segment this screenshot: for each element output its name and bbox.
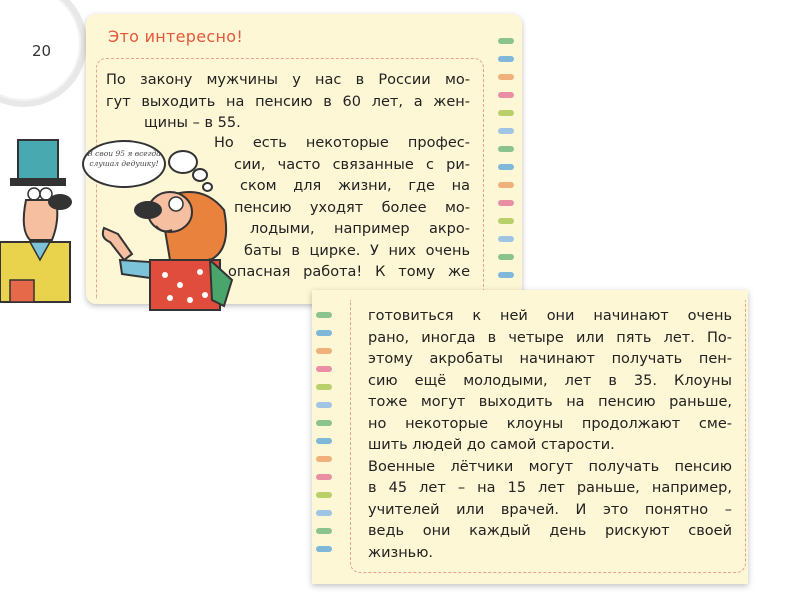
binding-ring [316, 312, 332, 318]
binding-ring [498, 56, 514, 62]
text-line: баты в цирке. У них очень [244, 242, 470, 259]
binding-ring [316, 492, 332, 498]
binding-ring [498, 92, 514, 98]
text-line: учителей или врачей. И это понятно – [368, 501, 732, 518]
binding-ring [498, 218, 514, 224]
text-line: сии, часто связанные с ри- [234, 156, 470, 173]
thought-dot [202, 182, 213, 192]
binding-ring [498, 110, 514, 116]
binding-ring [498, 182, 514, 188]
binding-ring [316, 330, 332, 336]
text-line: шить людей до самой старости. [368, 437, 615, 453]
binding-ring [498, 74, 514, 80]
binding-ring [316, 420, 332, 426]
binding-ring [498, 128, 514, 134]
text-line: но некоторые клоуны продолжают сме- [368, 415, 732, 432]
text-line: щины – в 55. [144, 115, 241, 131]
text-line: готовиться к ней они начинают очень [368, 308, 732, 324]
binding-ring [316, 402, 332, 408]
binding-ring [498, 146, 514, 152]
text-line: гут выходить на пенсию в 60 лет, а жен- [106, 93, 470, 110]
text-line: жизнью. [368, 544, 434, 561]
binding-ring [316, 348, 332, 354]
binding-ring [498, 38, 514, 44]
spiral-binding-right [498, 38, 512, 290]
text-block-continuation [368, 306, 732, 564]
spiral-binding-left [316, 312, 330, 564]
binding-ring [316, 456, 332, 462]
text-line: ведь они каждый день рискуют своей [368, 523, 732, 539]
text-block-intro [106, 70, 470, 135]
binding-ring [316, 384, 332, 390]
text-line: ском для жизни, где на [240, 178, 470, 194]
binding-ring [316, 510, 332, 516]
text-line: сию ещё молодыми, лет в 35. Клоуны [368, 372, 732, 389]
binding-ring [498, 164, 514, 170]
thought-dot [192, 168, 208, 182]
text-line: Но есть некоторые профес- [214, 135, 470, 151]
binding-ring [498, 200, 514, 206]
binding-ring [498, 272, 514, 278]
binding-ring [316, 528, 332, 534]
binding-ring [316, 438, 332, 444]
text-line: в 45 лет – на 15 лет раньше, например, [368, 480, 732, 496]
binding-ring [316, 366, 332, 372]
text-line: По закону мужчины у нас в России мо- [106, 72, 470, 88]
speech-bubble: В свои 95 я всегда слушал дедушку! [82, 140, 166, 188]
text-line: рано, иногда в четыре или пять лет. По- [368, 329, 732, 346]
text-line: лодыми, например акро- [250, 221, 470, 237]
text-line: тоже могут выходить на пенсию раньше, [368, 394, 732, 410]
text-line: опасная работа! К тому же [228, 264, 470, 280]
page-number: 20 [32, 42, 52, 60]
binding-ring [498, 236, 514, 242]
text-line: этому акробаты начинают получать пен- [368, 351, 732, 367]
binding-ring [498, 254, 514, 260]
card-title: Это интересно! [108, 27, 244, 46]
text-line: пенсию уходят более мо- [234, 199, 470, 216]
binding-ring [316, 546, 332, 552]
text-block-professions [214, 133, 470, 284]
binding-ring [316, 474, 332, 480]
text-line: Военные лётчики могут получать пенсию [368, 458, 732, 475]
